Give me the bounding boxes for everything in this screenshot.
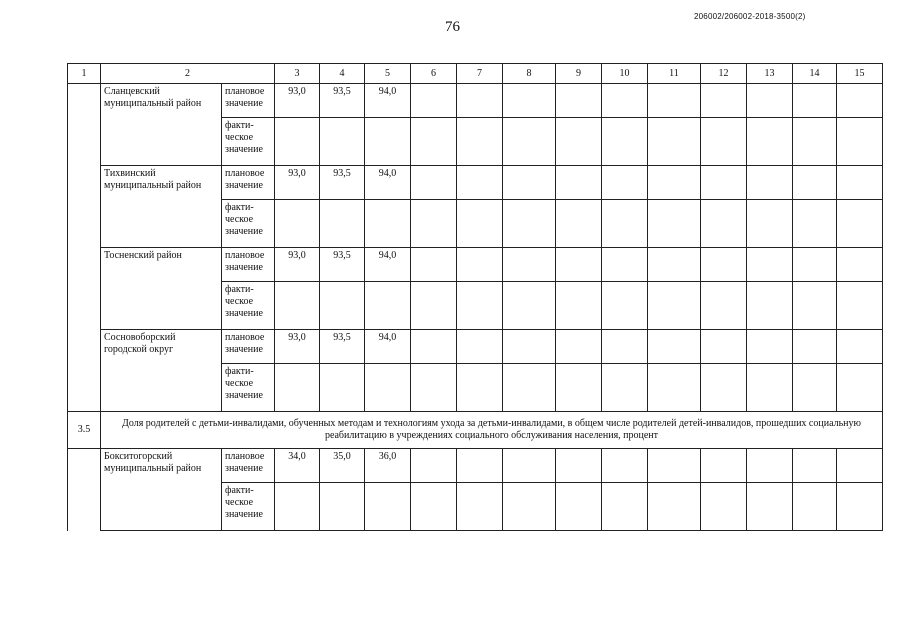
plan-label: плановое значение (222, 166, 275, 200)
value-cell (648, 449, 701, 483)
value-cell (837, 449, 883, 483)
value-cell (793, 84, 837, 118)
value-cell (701, 118, 747, 166)
value-cell: 93,0 (275, 248, 320, 282)
value-cell: 93,0 (275, 330, 320, 364)
value-cell (747, 248, 793, 282)
indicator-table (67, 63, 883, 531)
row-number-cell (68, 282, 101, 330)
page-number: 76 (445, 19, 460, 35)
value-cell (457, 364, 503, 412)
value-cell (793, 330, 837, 364)
value-cell (747, 200, 793, 248)
value-cell (503, 248, 556, 282)
fact-label: факти- ческое значение (222, 200, 275, 248)
value-cell (503, 166, 556, 200)
value-cell (837, 483, 883, 531)
value-cell (747, 364, 793, 412)
value-cell (275, 200, 320, 248)
value-cell: 94,0 (365, 166, 411, 200)
plan-label: плановое значение (222, 449, 275, 483)
value-cell (701, 248, 747, 282)
value-cell: 93,5 (320, 166, 365, 200)
value-cell (602, 483, 648, 531)
table-row (68, 449, 883, 483)
value-cell (365, 483, 411, 531)
value-cell (837, 364, 883, 412)
plan-label: плановое значение (222, 248, 275, 282)
header-cell: 8 (503, 64, 556, 84)
value-cell (320, 483, 365, 531)
value-cell (747, 282, 793, 330)
value-cell (701, 166, 747, 200)
value-cell (457, 282, 503, 330)
value-cell (747, 84, 793, 118)
row-number-cell (68, 200, 101, 248)
district-name: Бокситогорский муниципальный район (101, 449, 222, 531)
value-cell (648, 282, 701, 330)
value-cell (793, 483, 837, 531)
value-cell (648, 200, 701, 248)
value-cell (411, 84, 457, 118)
value-cell (411, 449, 457, 483)
header-cell: 6 (411, 64, 457, 84)
value-cell: 93,5 (320, 248, 365, 282)
value-cell (503, 84, 556, 118)
value-cell (837, 200, 883, 248)
header-cell: 4 (320, 64, 365, 84)
value-cell (365, 282, 411, 330)
value-cell (648, 84, 701, 118)
value-cell (602, 200, 648, 248)
value-cell (793, 166, 837, 200)
header-cell: 15 (837, 64, 883, 84)
value-cell (837, 118, 883, 166)
plan-label: плановое значение (222, 330, 275, 364)
plan-label: плановое значение (222, 84, 275, 118)
value-cell (556, 166, 602, 200)
value-cell (556, 118, 602, 166)
value-cell (275, 118, 320, 166)
value-cell (747, 483, 793, 531)
table-row (68, 84, 883, 118)
fact-label: факти- ческое значение (222, 364, 275, 412)
value-cell (747, 118, 793, 166)
value-cell (411, 166, 457, 200)
value-cell (701, 330, 747, 364)
value-cell (602, 84, 648, 118)
header-cell: 3 (275, 64, 320, 84)
row-number-cell (68, 84, 101, 118)
value-cell: 94,0 (365, 330, 411, 364)
value-cell (602, 166, 648, 200)
value-cell: 93,0 (275, 84, 320, 118)
header-cell: 12 (701, 64, 747, 84)
row-number-cell (68, 449, 101, 483)
value-cell (411, 483, 457, 531)
fact-label: факти- ческое значение (222, 282, 275, 330)
value-cell (648, 166, 701, 200)
value-cell (503, 364, 556, 412)
value-cell (837, 330, 883, 364)
value-cell (320, 200, 365, 248)
value-cell (320, 364, 365, 412)
value-cell (411, 200, 457, 248)
value-cell (648, 483, 701, 531)
row-number-cell (68, 330, 101, 364)
value-cell: 93,5 (320, 330, 365, 364)
fact-label: факти- ческое значение (222, 483, 275, 531)
value-cell: 34,0 (275, 449, 320, 483)
value-cell (503, 449, 556, 483)
value-cell (503, 330, 556, 364)
header-row (68, 64, 883, 84)
value-cell (275, 483, 320, 531)
value-cell: 93,5 (320, 84, 365, 118)
value-cell (602, 118, 648, 166)
table-row (68, 248, 883, 282)
value-cell (837, 282, 883, 330)
value-cell (793, 449, 837, 483)
value-cell (457, 118, 503, 166)
value-cell (457, 84, 503, 118)
value-cell (457, 483, 503, 531)
value-cell (556, 483, 602, 531)
value-cell (365, 200, 411, 248)
value-cell: 35,0 (320, 449, 365, 483)
value-cell (365, 364, 411, 412)
value-cell (457, 330, 503, 364)
value-cell (701, 282, 747, 330)
row-number-cell (68, 118, 101, 166)
value-cell (648, 364, 701, 412)
header-cell: 5 (365, 64, 411, 84)
value-cell (457, 166, 503, 200)
value-cell (648, 248, 701, 282)
value-cell (556, 330, 602, 364)
value-cell (503, 118, 556, 166)
value-cell (320, 118, 365, 166)
value-cell: 93,0 (275, 166, 320, 200)
value-cell (365, 118, 411, 166)
value-cell (793, 282, 837, 330)
value-cell (457, 248, 503, 282)
value-cell: 94,0 (365, 248, 411, 282)
value-cell (503, 282, 556, 330)
section-number: 3.5 (68, 412, 101, 449)
value-cell (648, 330, 701, 364)
header-cell: 1 (68, 64, 101, 84)
value-cell (747, 330, 793, 364)
section-row (68, 412, 883, 449)
value-cell (602, 248, 648, 282)
value-cell (320, 282, 365, 330)
value-cell: 94,0 (365, 84, 411, 118)
value-cell (648, 118, 701, 166)
district-name: Тихвинский муниципальный район (101, 166, 222, 248)
value-cell (602, 364, 648, 412)
value-cell (457, 200, 503, 248)
value-cell (411, 118, 457, 166)
value-cell (701, 449, 747, 483)
row-number-cell (68, 364, 101, 412)
value-cell (556, 200, 602, 248)
row-number-cell (68, 483, 101, 531)
value-cell (602, 282, 648, 330)
header-cell: 14 (793, 64, 837, 84)
value-cell: 36,0 (365, 449, 411, 483)
value-cell (411, 330, 457, 364)
value-cell (556, 364, 602, 412)
header-cell: 2 (101, 64, 275, 84)
value-cell (701, 483, 747, 531)
value-cell (275, 364, 320, 412)
fact-label: факти- ческое значение (222, 118, 275, 166)
row-number-cell (68, 248, 101, 282)
value-cell (503, 200, 556, 248)
value-cell (602, 449, 648, 483)
value-cell (411, 364, 457, 412)
value-cell (411, 282, 457, 330)
value-cell (793, 118, 837, 166)
header-cell: 9 (556, 64, 602, 84)
value-cell (411, 248, 457, 282)
value-cell (701, 84, 747, 118)
header-cell: 10 (602, 64, 648, 84)
value-cell (556, 248, 602, 282)
value-cell (747, 449, 793, 483)
value-cell (503, 483, 556, 531)
value-cell (602, 330, 648, 364)
value-cell (556, 84, 602, 118)
value-cell (793, 248, 837, 282)
row-number-cell (68, 166, 101, 200)
table-row (68, 166, 883, 200)
value-cell (701, 364, 747, 412)
value-cell (275, 282, 320, 330)
value-cell (747, 166, 793, 200)
header-cell: 7 (457, 64, 503, 84)
value-cell (837, 166, 883, 200)
document-code: 206002/206002-2018-3500(2) (694, 12, 806, 21)
district-name: Тосненский район (101, 248, 222, 330)
value-cell (701, 200, 747, 248)
header-cell: 11 (648, 64, 701, 84)
value-cell (837, 248, 883, 282)
value-cell (837, 84, 883, 118)
value-cell (556, 449, 602, 483)
value-cell (793, 200, 837, 248)
section-title: Доля родителей с детьми-инвалидами, обученных методам и технологиям ухода за детьми-инвалидами, в общем числе родителей детей-инвалидов, прошедших социальную реабилитацию в учреждениях социального обслуживания населения, процент (101, 412, 883, 449)
header-cell: 13 (747, 64, 793, 84)
district-name: Сланцевский муниципальный район (101, 84, 222, 166)
value-cell (793, 364, 837, 412)
district-name: Сосновоборский городской округ (101, 330, 222, 412)
value-cell (457, 449, 503, 483)
value-cell (556, 282, 602, 330)
table-row (68, 330, 883, 364)
